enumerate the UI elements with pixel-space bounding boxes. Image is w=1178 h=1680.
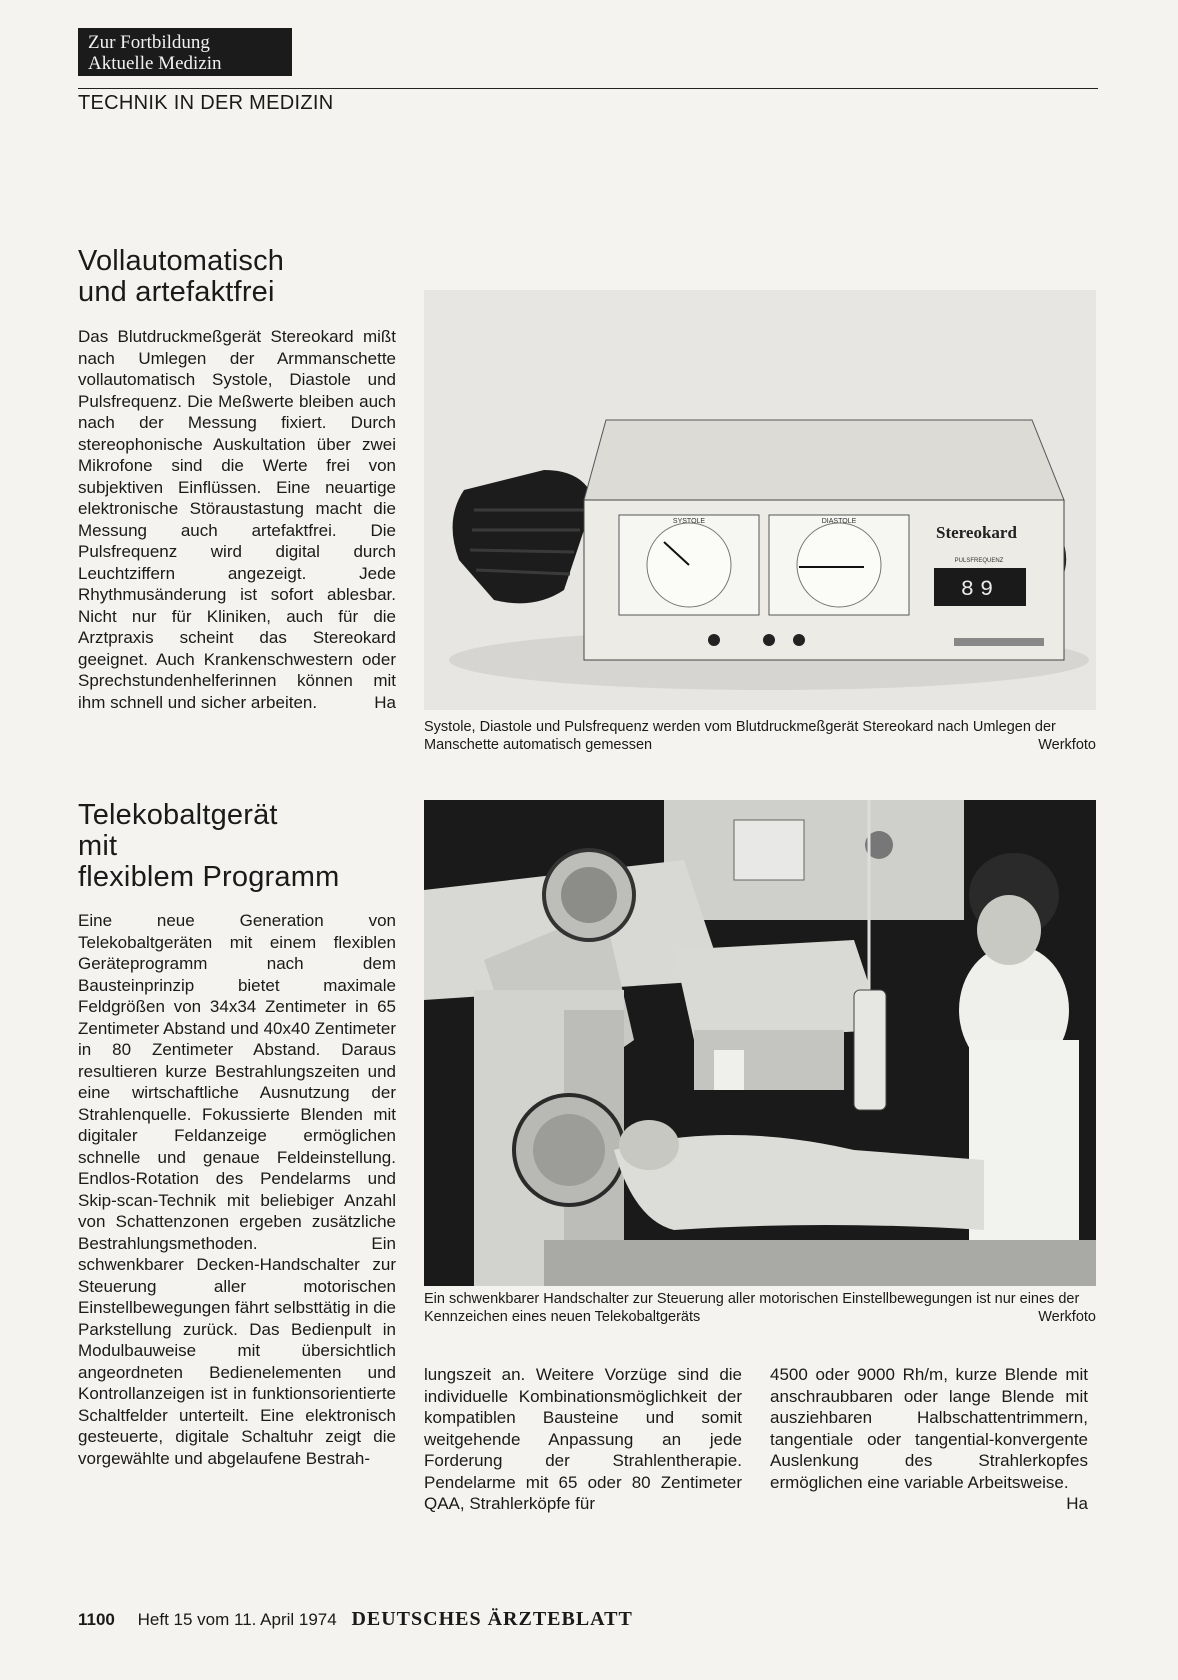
stereokard-caption-block <box>424 718 1096 754</box>
issue-line: Heft 15 vom 11. April 1974 <box>137 1610 337 1629</box>
article2-headline <box>78 800 398 893</box>
stereokard-photo-credit: Werkfoto <box>1038 737 1096 753</box>
photo-label-puls: PULSFREQUENZ <box>954 558 1004 564</box>
article1-headline <box>78 246 398 308</box>
page-footer <box>78 1608 633 1631</box>
article2-body-col3-text: 4500 oder 9000 Rh/m, kurze Blende mit anschraubbaren oder lange Blende mit ausziehbaren Halbschattentrimmern, tangentiale oder tangential-konvergente Auslenkung des Strahlerkopfes ermöglichen eine variable Arbeitsweise. <box>770 1365 1088 1492</box>
article1-headline-line-1: Vollautomatisch <box>78 245 285 277</box>
pulse-display-value: 89 <box>960 577 1000 602</box>
masthead: DEUTSCHES ÄRZTEBLATT <box>351 1608 633 1630</box>
kicker-box <box>78 28 292 76</box>
article2-signature: Ha <box>1066 1494 1088 1513</box>
kicker-line-2: Aktuelle Medizin <box>88 53 222 74</box>
telekobalt-photo <box>424 800 1096 1286</box>
article1-signature: Ha <box>374 692 396 712</box>
device-brand-label: Stereokard <box>936 523 1017 542</box>
telekobalt-photo-credit: Werkfoto <box>1038 1309 1096 1325</box>
kicker-line-1: Zur Fortbildung <box>88 32 210 53</box>
article2-body-col2 <box>424 1364 742 1515</box>
telekobalt-caption: Ein schwenkbarer Handschalter zur Steuerung aller motorischen Einstellbewegungen ist nur eines der Kennzeichen eines neuen Telekobaltgeräts <box>424 1291 1080 1325</box>
stereokard-caption: Systole, Diastole und Pulsfrequenz werden vom Blutdruckmeßgerät Stereokard nach Umlegen der Manschette automatisch gemessen <box>424 719 1056 753</box>
article2-body-col3 <box>770 1364 1088 1515</box>
header-rule <box>78 88 1098 89</box>
article2-headline-line-3: flexiblem Programm <box>78 861 340 893</box>
article2-body-col1 <box>78 910 396 1469</box>
article2-headline-line-1: Telekobaltgerät <box>78 799 278 831</box>
article2-body-col2-text: lungszeit an. Weitere Vorzüge sind die individuelle Kombinationsmöglichkeit der kompatiblen Bausteine und somit weitgehende Anpassung an jede Forderung der Strahlentherapie. Pendelarme mit 65 oder 80 Zentimeter QAA, Strahlerköpfe für <box>424 1365 742 1513</box>
page-number: 1100 <box>78 1610 115 1629</box>
article1-body-text: Das Blutdruckmeßgerät Stereokard mißt nach Umlegen der Armmanschette vollautomatisch Systole, Diastole und Pulsfrequenz. Die Meßwerte bleiben auch nach der Messung fixiert. Durch stereophonische Auskultation über zwei Mikrofone sind die Werte frei von subjektiven Einflüssen. Eine neuartige elektronische Störaustastung macht die Messung auch artefaktfrei. Die Pulsfrequenz wird digital durch Leuchtziffern angezeigt. Jede Rhythmusänderung ist sofort ablesbar. Nicht nur für Kliniken, auch für die Arztpraxis scheint das Stereokard geeignet. Auch Krankenschwestern oder Sprechstundenhelferinnen können mit ihm schnell und sicher arbeiten. <box>78 327 396 712</box>
photo-label-diastole: DIASTOLE <box>821 518 857 525</box>
telekobalt-caption-block <box>424 1290 1096 1326</box>
section-title: TECHNIK IN DER MEDIZIN <box>78 92 334 114</box>
article1-body <box>78 326 396 713</box>
photo-label-systole: SYSTOLE <box>672 518 706 525</box>
article1-headline-line-2: und artefaktfrei <box>78 276 275 308</box>
article2-body-col1-text: Eine neue Generation von Telekobaltgeräten mit einem flexiblen Geräteprogramm nach dem Bausteinprinzip bietet maximale Feldgrößen von 34x34 Zentimeter in 65 Zentimeter Abstand und 40x40 Zentimeter in 80 Zentimeter Abstand. Daraus resultieren kurze Bestrahlungszeiten und eine wirtschaftliche Ausnutzung der Strahlenquelle. Fokussierte Blenden mit digitaler Feldanzeige ermöglichen schnelle und genaue Feldeinstellung. Endlos-Rotation des Pendelarms und Skip-scan-Technik mit beliebiger Anzahl von Schattenzonen ergeben zusätzliche Bestrahlungsmethoden. Ein schwenkbarer Decken-Handschalter zur Steuerung aller motorischen Einstellbewegungen fährt selbsttätig in die Parkstellung zurück. Das Bedienpult in Modulbauweise mit übersichtlich angeordneten Bedienelementen und Kontrollanzeigen ist in funktionsorientierte Schaltfelder unterteilt. Eine elektronisch gesteuerte, digitale Schaltuhr zeigt die vorgewählte und abgelaufene Bestrah- <box>78 911 396 1468</box>
stereokard-photo <box>424 290 1096 710</box>
article2-headline-line-2: mit <box>78 830 118 862</box>
